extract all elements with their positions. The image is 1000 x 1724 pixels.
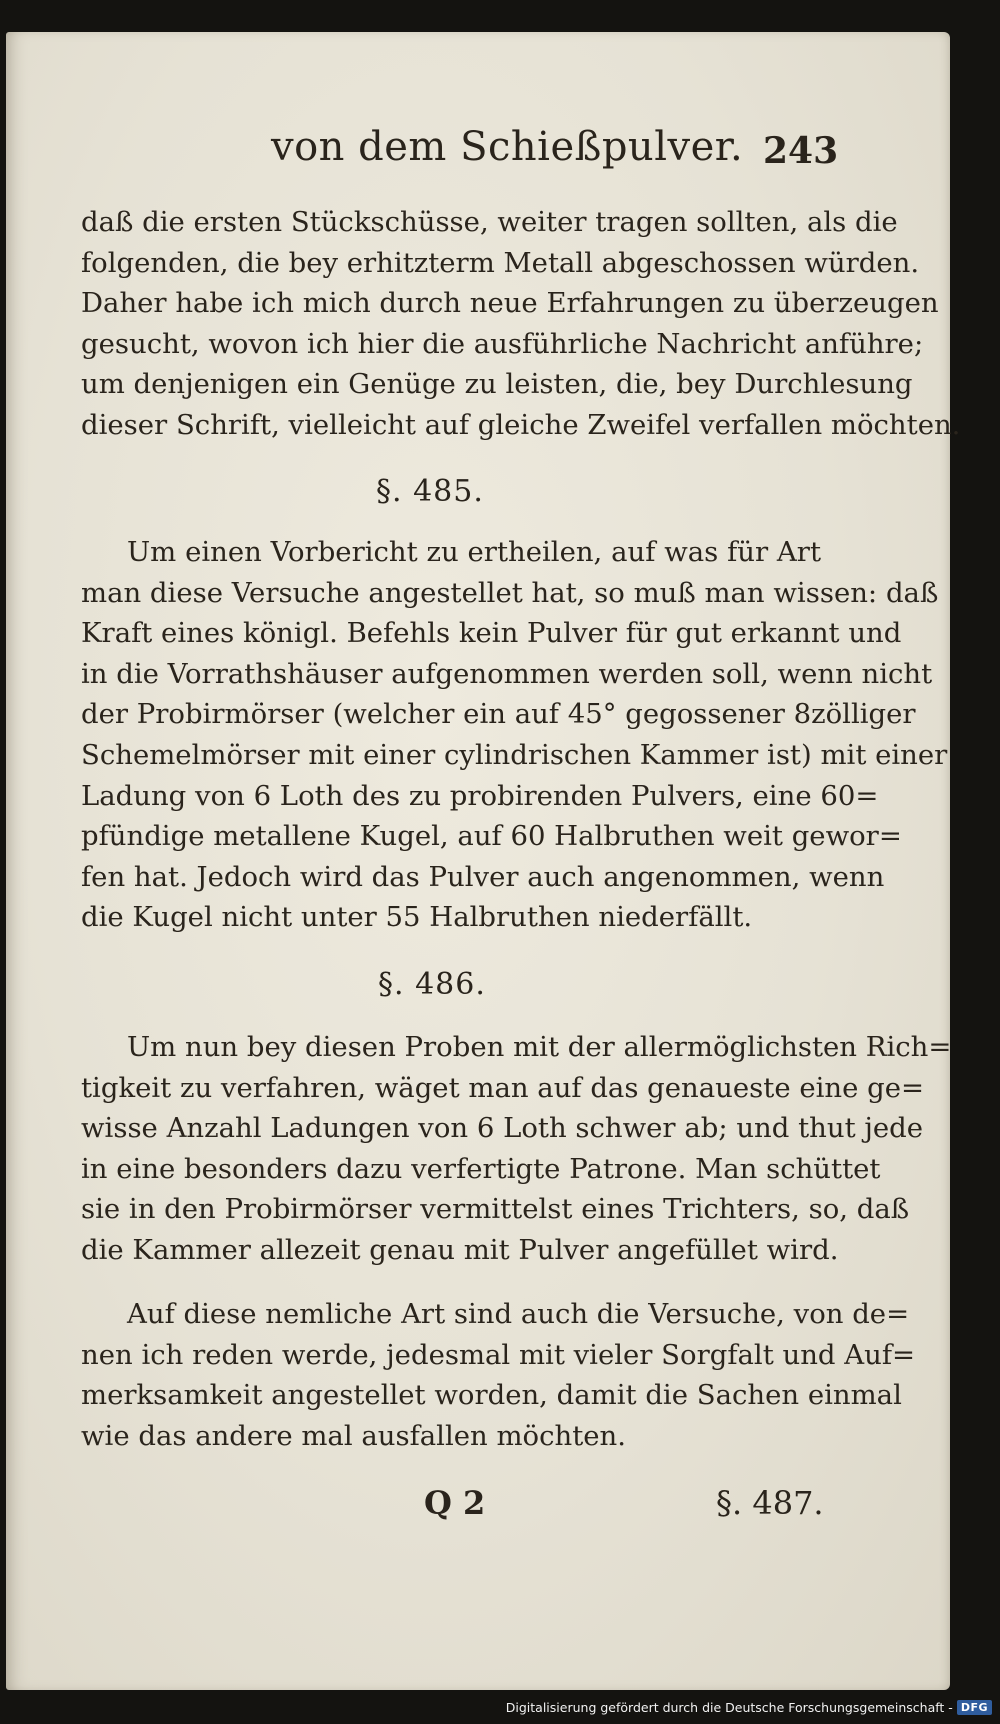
- text-line: sie in den Probirmörser vermittelst eines Trichters, so, daß: [81, 1193, 910, 1226]
- signature-mark: Q 2: [424, 1484, 486, 1522]
- text-line: merksamkeit angestellet worden, damit die Sachen einmal: [81, 1379, 902, 1412]
- catchword: §. 487.: [716, 1484, 824, 1522]
- text-line: Auf diese nemliche Art sind auch die Versuche, von de=: [127, 1298, 910, 1330]
- text-line: wie das andere mal ausfallen möchten.: [81, 1419, 626, 1452]
- text-line: wisse Anzahl Ladungen von 6 Loth schwer ab; und thut jede: [81, 1112, 924, 1145]
- section-heading-486: §. 486.: [378, 967, 486, 1002]
- text-line: pfündige metallene Kugel, auf 60 Halbruthen weit gewor=: [81, 820, 902, 853]
- text-line: daß die ersten Stückschüsse, weiter tragen sollten, als die: [81, 206, 898, 238]
- text-line: tigkeit zu verfahren, wäget man auf das genaueste eine ge=: [81, 1071, 925, 1104]
- text-line: folgenden, die bey erhitzterm Metall abgeschossen würden.: [81, 246, 920, 279]
- text-line: Schemelmörser mit einer cylindrischen Kammer ist) mit einer: [81, 738, 948, 771]
- book-page: [6, 32, 961, 1690]
- catch-line: [6, 1484, 950, 1534]
- text-line: Um einen Vorbericht zu ertheilen, auf was für Art: [127, 536, 821, 568]
- text-line: um denjenigen ein Genüge zu leisten, die, bey Durchlesung: [81, 368, 913, 401]
- text-line: man diese Versuche angestellet hat, so muß man wissen: daß: [81, 576, 939, 609]
- text-line: Ladung von 6 Loth des zu probirenden Pulvers, eine 60=: [81, 779, 879, 812]
- text-line: die Kammer allezeit genau mit Pulver angefüllet wird.: [81, 1233, 839, 1266]
- text-line: Daher habe ich mich durch neue Erfahrungen zu überzeugen: [81, 287, 939, 320]
- text-line: Um nun bey diesen Proben mit der allermöglichsten Rich=: [127, 1031, 952, 1063]
- section-486-paragraph-1: [81, 1027, 952, 1271]
- dfg-logo: DFG: [957, 1700, 992, 1715]
- text-line: dieser Schrift, vielleicht auf gleiche Zweifel verfallen möchten.: [81, 408, 961, 441]
- running-title: von dem Schießpulver.: [271, 124, 744, 170]
- page-number: 243: [763, 130, 839, 172]
- running-head: [6, 124, 950, 180]
- text-line: der Probirmörser (welcher ein auf 45° gegossener 8zölliger: [81, 698, 916, 731]
- text-line: nen ich reden werde, jedesmal mit vieler Sorgfalt und Auf=: [81, 1338, 916, 1371]
- text-line: fen hat. Jedoch wird das Pulver auch angenommen, wenn: [81, 860, 885, 893]
- continuation-paragraph: [81, 202, 961, 446]
- text-line: gesucht, wovon ich hier die ausführliche Nachricht anführe;: [81, 327, 924, 360]
- text-line: Kraft eines königl. Befehls kein Pulver für gut erkannt und: [81, 617, 902, 650]
- credit-text: Digitalisierung gefördert durch die Deutsche Forschungsgemeinschaft -: [505, 1699, 953, 1715]
- text-line: die Kugel nicht unter 55 Halbruthen niederfällt.: [81, 901, 753, 934]
- text-line: in eine besonders dazu verfertigte Patrone. Man schüttet: [81, 1152, 881, 1185]
- digitization-credit: [506, 1696, 992, 1718]
- section-485-paragraph: [81, 532, 948, 938]
- section-heading-485: §. 485.: [376, 474, 484, 509]
- text-line: in die Vorrathshäuser aufgenommen werden soll, wenn nicht: [81, 657, 933, 690]
- section-486-paragraph-2: [81, 1294, 916, 1456]
